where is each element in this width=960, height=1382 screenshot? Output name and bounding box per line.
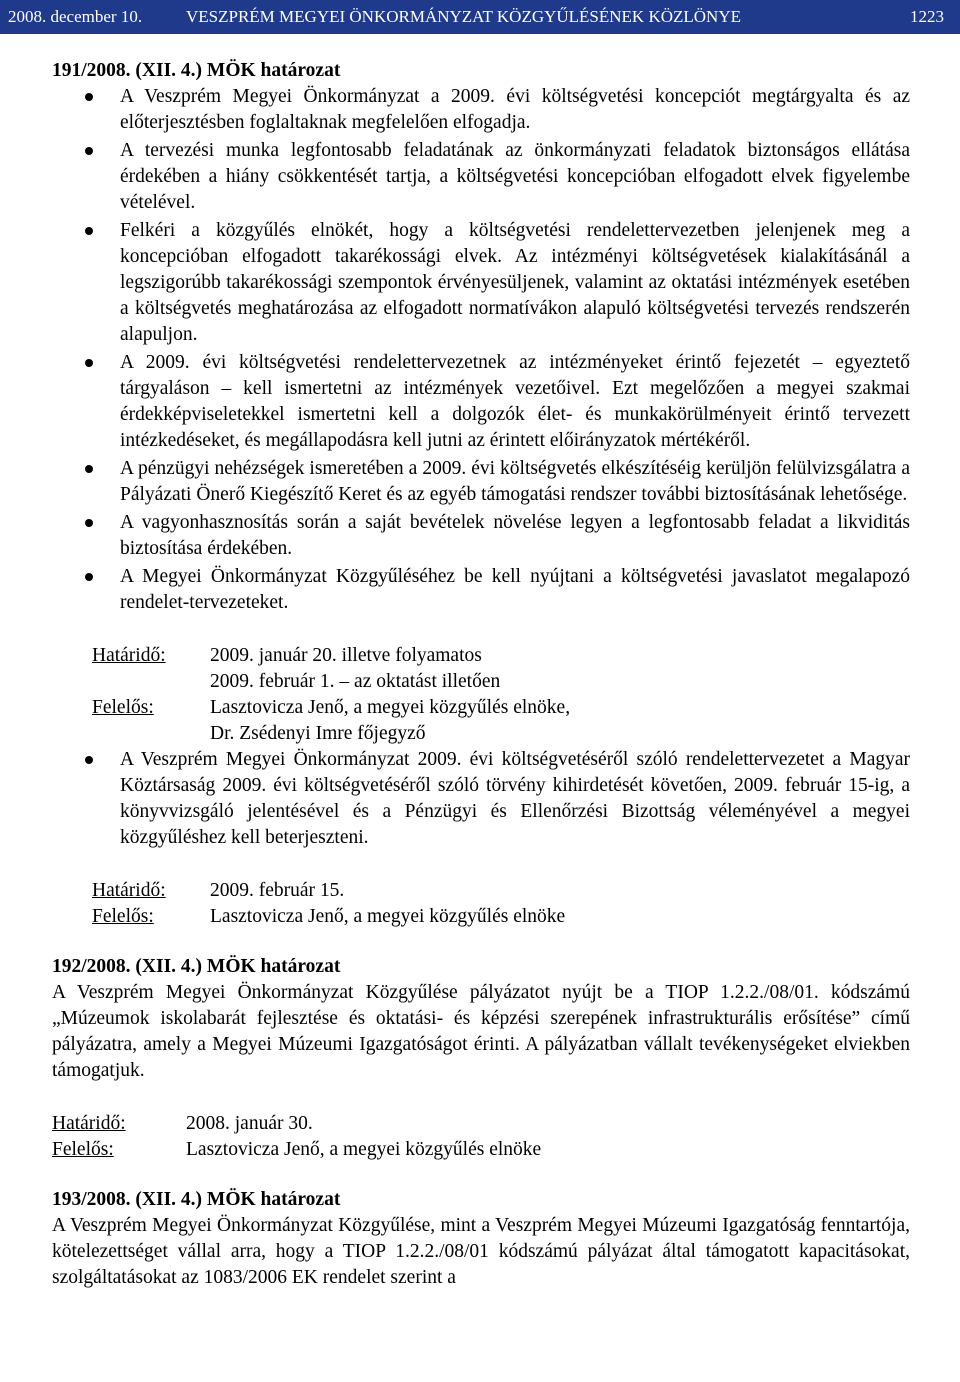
responsible-label: Felelős:	[92, 906, 154, 927]
list-item	[52, 747, 910, 851]
list-item-text: A Veszprém Megyei Önkormányzat 2009. évi költségvetéséről szóló rendelettervezetet a Magyar Köztársaság 2009. évi költségvetéséről szóló törvény kihirdetését követően, 2009. február 15-ig, a könyvvizsgáló jelentésével és a Pénzügyi és Ellenőrzési Bizottság véleményével a megyei közgyűléshez kell beterjeszteni.	[120, 749, 910, 848]
responsible-value: Lasztovicza Jenő, a megyei közgyűlés elnöke	[210, 906, 566, 927]
deadline-value-1: 2009. január 20. illetve folyamatos	[210, 645, 482, 666]
resolution-191-bullets	[52, 84, 910, 616]
resolution-193-title: 193/2008. (XII. 4.) MÖK határozat	[52, 1189, 341, 1210]
list-item	[52, 456, 910, 508]
bullet-icon	[85, 573, 93, 581]
header-title: VESZPRÉM MEGYEI ÖNKORMÁNYZAT KÖZGYŰLÉSÉNEK KÖZLÖNYE	[186, 7, 741, 26]
page-header	[0, 0, 960, 34]
responsible-value: Lasztovicza Jenő, a megyei közgyűlés elnöke	[186, 1139, 542, 1160]
resolution-193	[52, 1187, 910, 1291]
responsible-label: Felelős:	[52, 1139, 114, 1160]
resolution-191-title: 191/2008. (XII. 4.) MÖK határozat	[52, 60, 341, 81]
deadline-label: Határidő:	[92, 645, 166, 666]
list-item	[52, 138, 910, 216]
bullet-icon	[85, 756, 93, 764]
resolution-192-title: 192/2008. (XII. 4.) MÖK határozat	[52, 956, 341, 977]
resolution-191-extra-bullet	[52, 747, 910, 851]
bullet-icon	[85, 93, 93, 101]
list-item	[52, 564, 910, 616]
document-body	[52, 58, 910, 1291]
header-page-number: 1223	[910, 7, 944, 26]
bullet-icon	[85, 465, 93, 473]
list-item-text: A Megyei Önkormányzat Közgyűléséhez be kell nyújtani a költségvetési javaslatot megalapozó rendelet-tervezeteket.	[120, 566, 910, 613]
list-item-text: A 2009. évi költségvetési rendelettervezetnek az intézményeket érintő fejezetét – egyeztető tárgyaláson – kell ismertetni az intézmények vezetőivel. Ezt megelőzően a megyei szakmai érdekképviseletekkel ismertetni kell a dolgozók élet- és munkakörülményeit érintő tervezett intézkedéseket, és megállapodásra kell jutni az érintett előirányzatok mértékéről.	[120, 352, 910, 451]
resolution-192	[52, 954, 910, 1084]
deadline-row	[92, 878, 910, 904]
responsible-row	[92, 695, 910, 747]
list-item-text: A tervezési munka legfontosabb feladatának az önkormányzati feladatok biztonságos ellátása érdekében a hiány csökkentését tartja, a költségvetési koncepcióban elfogadott elvek figyelembe vételével.	[120, 140, 910, 213]
resolution-192-deadlines	[52, 1111, 910, 1163]
list-item	[52, 350, 910, 454]
deadline-value: 2009. február 15.	[210, 880, 345, 901]
resolution-191-deadlines	[52, 643, 910, 747]
resolution-193-text: A Veszprém Megyei Önkormányzat Közgyűlése, mint a Veszprém Megyei Múzeumi Igazgatóság fenntartója, kötelezettséget vállal arra, hogy a TIOP 1.2.2./08/01 kódszámú pályázat által támogatott kapacitásokat, szolgáltatásokat az 1083/2006 EK rendelet szerint a	[52, 1215, 910, 1288]
list-item	[52, 84, 910, 136]
bullet-icon	[85, 519, 93, 527]
list-item	[52, 218, 910, 348]
deadline-row	[52, 1111, 910, 1137]
list-item	[52, 510, 910, 562]
list-item-text: A Veszprém Megyei Önkormányzat a 2009. évi költségvetési koncepciót megtárgyalta és az előterjesztésben foglaltaknak megfelelően elfogadja.	[120, 86, 910, 133]
bullet-icon	[85, 227, 93, 235]
resolution-192-text: A Veszprém Megyei Önkormányzat Közgyűlése pályázatot nyújt be a TIOP 1.2.2./08/01. kódszámú „Múzeumok iskolabarát fejlesztése és oktatási- és képzési szerepének infrastrukturális erősítése” című pályázatra, amely a Megyei Múzeumi Igazgatóságot érinti. A pályázatban vállalt tevékenységeket elviekben támogatjuk.	[52, 982, 910, 1081]
list-item-text: Felkéri a közgyűlés elnökét, hogy a költségvetési rendelettervezetben jelenjenek meg a koncepcióban elfogadott takarékossági elvek. Az intézményi költségvetések kialakításánál a legszigorúbb takarékossági szempontok érvényesüljenek, valamint az oktatási intézmények esetében a költségvetés meghatározása az elfogadott normatívákon alapuló költségvetési tervezés rendszerén alapuljon.	[120, 220, 910, 345]
responsible-label: Felelős:	[92, 697, 154, 718]
responsible-row	[92, 904, 910, 930]
deadline-value-2: 2009. február 1. – az oktatást illetően	[210, 671, 501, 692]
bullet-icon	[85, 359, 93, 367]
list-item-text: A pénzügyi nehézségek ismeretében a 2009. évi költségvetés elkészítéséig kerüljön felülvizsgálatra a Pályázati Önerő Kiegészítő Keret és az egyéb támogatási rendszer további biztosításának lehetősége.	[120, 458, 910, 505]
deadline-row	[92, 643, 910, 695]
resolution-191-deadlines-2	[52, 878, 910, 930]
deadline-value: 2008. január 30.	[186, 1113, 313, 1134]
list-item-text: A vagyonhasznosítás során a saját bevételek növelése legyen a legfontosabb feladat a likviditás biztosítása érdekében.	[120, 512, 910, 559]
responsible-value-1: Lasztovicza Jenő, a megyei közgyűlés elnöke,	[210, 697, 571, 718]
deadline-label: Határidő:	[92, 880, 166, 901]
responsible-row	[52, 1137, 910, 1163]
responsible-value-2: Dr. Zsédenyi Imre főjegyző	[210, 723, 426, 744]
deadline-label: Határidő:	[52, 1113, 126, 1134]
header-date: 2008. december 10.	[8, 7, 143, 26]
bullet-icon	[85, 147, 93, 155]
